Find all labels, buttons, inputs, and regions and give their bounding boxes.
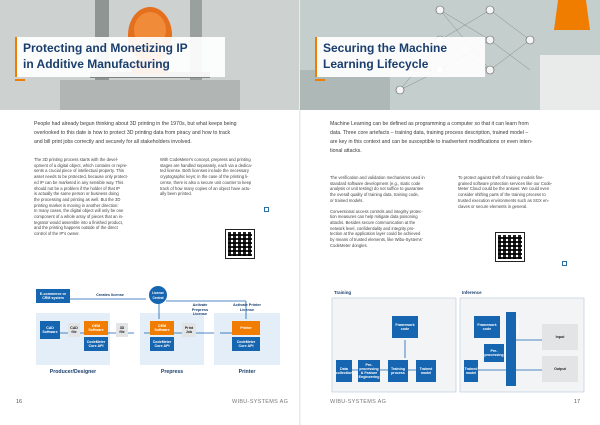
brand-footer-left: WIBU-SYSTEMS AG	[232, 399, 289, 405]
inference-section-label: Inference	[462, 290, 482, 295]
left-column-1	[34, 157, 156, 237]
right-lead-line: tional attacks.	[330, 148, 362, 154]
input-box: Input	[542, 324, 578, 350]
hero-image-neural-network	[300, 0, 600, 110]
stage-producer-designer: Producer/Designer	[49, 369, 97, 375]
left-col2-line: cryptographic keys; in the case of the printing li-	[160, 174, 249, 180]
codemeter-api-box-1: CodeMeter Core API	[84, 337, 108, 351]
right-lead-line: data. Three core artefacts – training data, training process description, trained model –	[330, 130, 529, 136]
left-col1-line: The 3D printing process starts with the devel-	[34, 157, 119, 162]
hero-image-3d-printing	[0, 0, 300, 110]
left-col1-line: control of the IP's owner.	[34, 231, 80, 237]
output-box: Output	[542, 356, 578, 382]
right-col2-line: To protect against theft of training models fine-	[458, 175, 544, 180]
left-lead-line: and bill print jobs correctly and securely for all stakeholders involved.	[34, 139, 192, 145]
title-accent-bracket	[15, 79, 25, 81]
right-lead-paragraph	[330, 120, 590, 156]
framework-code-box-1: Framework code	[392, 316, 418, 338]
framework-code-box-2: Framework code	[474, 316, 500, 338]
left-col2-line: ally been printed.	[160, 191, 192, 197]
right-col1-line: by means of trusted elements, like Wibu-Systems'	[330, 237, 423, 243]
left-col2-line: cense, there is also a secure unit counter to keep	[160, 179, 252, 185]
right-col1-line: attacks. Besides secure communication at the	[330, 219, 416, 225]
trained-model-box-2: Trained model	[464, 360, 478, 382]
right-col2-line: Meter Cloud could be the answer. We could even	[458, 186, 550, 192]
right-col1-line: CodeMeter dongles.	[330, 242, 368, 248]
left-title-line1: Protecting and Monetizing IP	[23, 41, 188, 55]
preprocessing-fe-box: Pre-processing & Feature Engineering	[358, 360, 380, 382]
right-column-2	[458, 175, 584, 209]
qr-code-right[interactable]	[496, 233, 524, 261]
right-col1-line: Conventional access controls and integrity protec-	[330, 208, 423, 214]
left-title-box	[15, 37, 225, 77]
right-col1-line: network level, confidentiality and integrity pro-	[330, 225, 415, 231]
license-central-label: License Central	[152, 291, 164, 300]
left-col2-line: stages are handled separately, each via a dedica-	[160, 162, 253, 168]
right-title-box	[315, 37, 485, 77]
left-col1-line: In many cases, the digital object will only be one	[34, 208, 124, 214]
right-lead-line: are key in this context and can be susceptible to inadvertent modifications or even inten-	[330, 139, 533, 145]
title-accent-bracket	[315, 79, 325, 81]
left-col1-line: asset needs to be protected, because only protect-	[34, 174, 129, 180]
right-col2-line: trusted execution environments such as SGX en-	[458, 197, 550, 203]
right-title-line1: Securing the Machine	[323, 41, 448, 55]
stage-printer: Printer	[238, 369, 256, 375]
right-title-line2: Learning Lifecycle	[323, 57, 429, 71]
cad-file-box: CAD file	[68, 323, 80, 337]
left-col1-line: and the printing happens outside of the direct	[34, 225, 118, 231]
left-col1-line: tegrator would assemble into a finished product,	[34, 219, 123, 225]
stage-prepress: Prepress	[160, 369, 184, 375]
oem-software-box-1: OEM Software	[84, 321, 108, 335]
printer-box: Printer	[232, 321, 260, 335]
right-col1-line: The verification and validation mechanisms used in	[330, 175, 425, 180]
preprocessing-box: Pre-processing	[484, 344, 504, 362]
end-marker-icon	[264, 207, 269, 212]
trained-model-box-1: Trained model	[416, 360, 436, 382]
right-col2-line: claves or secure elements in general.	[458, 203, 528, 209]
training-section-label: Training	[334, 290, 352, 295]
ecommerce-crm-box: E-commerce or CRM system	[36, 289, 70, 303]
activate-prepress-label: Activate Prepress License	[191, 303, 209, 317]
right-col1-line: or trained models.	[330, 197, 364, 203]
right-col1-line: the overall quality of training data, training code,	[330, 192, 419, 198]
activate-printer-label: Activate Printer License	[232, 303, 262, 312]
creates-license-label: Creates license	[96, 293, 124, 297]
training-process-box: Training process	[388, 360, 408, 382]
left-col1-line: is actually the same person or business doing	[34, 191, 119, 197]
brand-footer-right: WIBU-SYSTEMS AG	[330, 399, 387, 405]
right-col1-line: tection at the application layer could be achieved	[330, 231, 421, 237]
left-lead-line: People had already begun thinking about 3D printing in the 1970s, but what keeps being	[34, 121, 237, 127]
right-col1-line: tion measures can help mitigate data poisoning	[330, 214, 418, 220]
left-lead-line: overlooked to this date is how to protect 3D printing data from piracy and how to track	[34, 130, 231, 136]
ip-workflow-diagram	[34, 283, 284, 391]
ml-platform-label: ML Platform	[516, 318, 520, 336]
qr-code-left[interactable]	[226, 230, 254, 258]
right-col1-line: analysis or unit testing) do not suffice to guarantee	[330, 186, 424, 192]
left-col1-line: should not be a problem if the holder of that IP	[34, 185, 120, 191]
left-col1-line: sents a crucial piece of intellectual property. This	[34, 168, 124, 174]
print-job-box: Print Job	[182, 323, 196, 337]
left-lead-paragraph	[34, 120, 290, 147]
left-column-2	[160, 157, 282, 197]
right-col2-line: grained software protection services like our Code-	[458, 180, 553, 186]
left-col1-line: component of a whole array of pieces that an in-	[34, 214, 124, 220]
cad-software-box: CAD Software	[40, 321, 60, 339]
left-col1-line: printing market is moving in another direction:	[34, 202, 119, 208]
3d-file-box: 3D file	[116, 323, 128, 337]
left-col1-line: opment of a digital object, which contains or repre-	[34, 162, 128, 168]
oem-software-box-2: OEM Software	[150, 321, 174, 335]
page-right	[300, 0, 600, 425]
ml-lifecycle-diagram	[330, 290, 586, 394]
end-marker-icon	[562, 261, 567, 266]
right-lead-line: Machine Learning can be defined as programming a computer so that it can learn from	[330, 121, 529, 127]
left-col2-line: ted license. Both licenses include the necessary	[160, 168, 249, 174]
data-collection-box: Data collection	[336, 360, 352, 382]
left-col1-line: the processing and printing as well. But the 3D	[34, 196, 121, 202]
page-number-right: 17	[574, 399, 581, 405]
codemeter-api-box-2: CodeMeter Core API	[150, 337, 174, 351]
codemeter-api-box-3: CodeMeter Core API	[232, 337, 260, 351]
right-col2-line: consider shifting parts of the training process to	[458, 192, 546, 198]
page-number-left: 16	[16, 399, 23, 405]
left-col1-line: ed IP can be marketed in any sensible way. This	[34, 179, 124, 185]
left-col2-line: track of how many copies of an object have actu-	[160, 185, 251, 191]
right-col1-line: standard software development (e.g., static code	[330, 180, 421, 186]
left-title-line2: in Additive Manufacturing	[23, 57, 170, 71]
right-column-1	[330, 175, 454, 248]
left-col2-line: With CodeMeter's concept, prepress and printing	[160, 157, 251, 162]
